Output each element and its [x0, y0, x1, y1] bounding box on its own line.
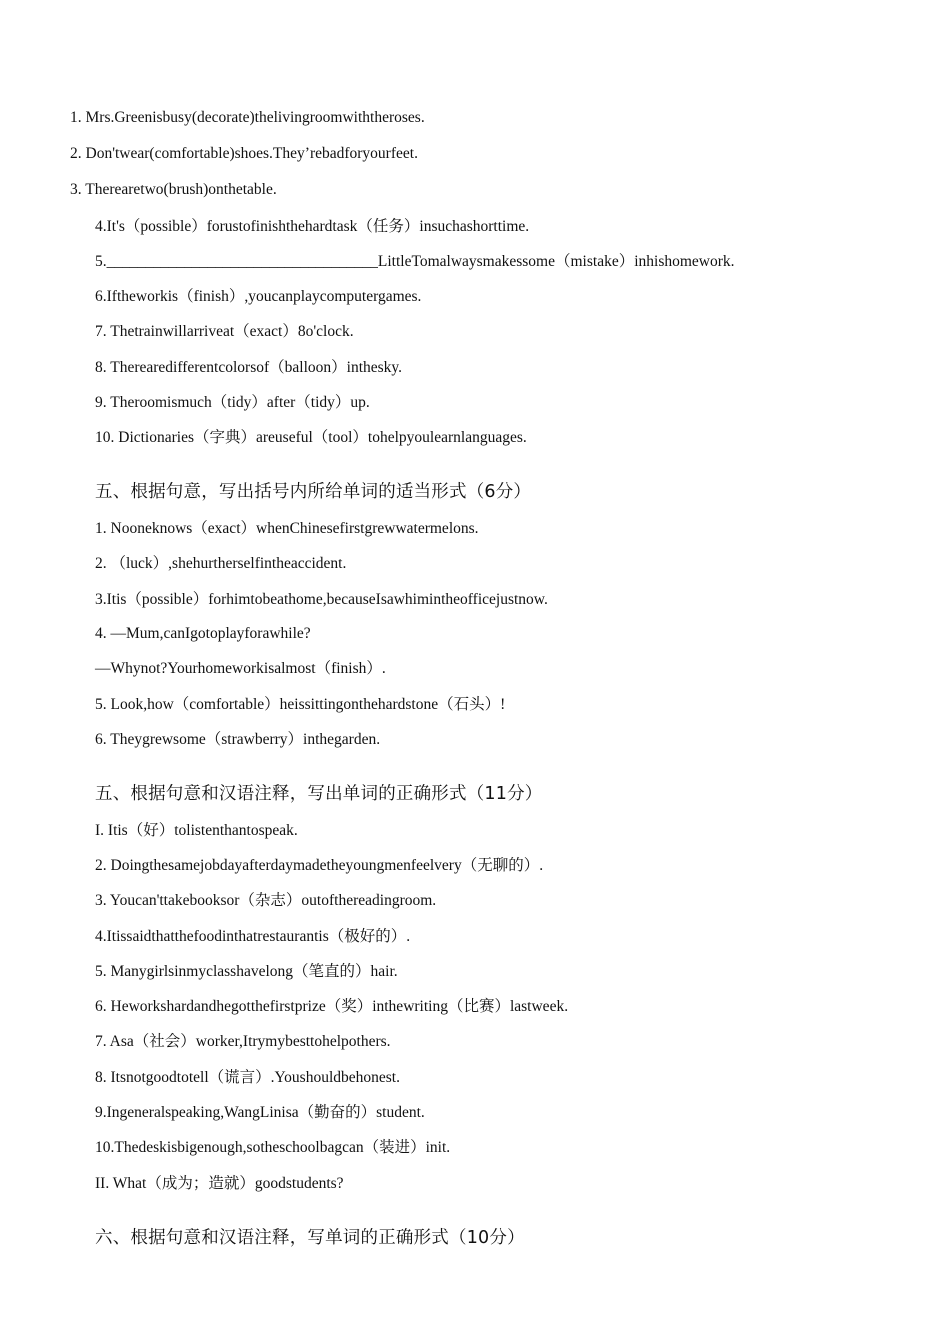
exercise-line: 8. Therearedifferentcolorsof（balloon）inthesky. — [95, 359, 403, 376]
exercise-line: 5. Look,how（comfortable）heissittingonthehardstone（石头）! — [95, 696, 506, 713]
exercise-line: 9. Theroomismuch（tidy）after（tidy）up. — [95, 394, 370, 411]
exercise-line: 2. Doingthesamejobdayafterdaymadetheyoungmenfeelvery（无聊的）. — [95, 857, 544, 874]
exercise-line: II. What（成为；造就）goodstudents? — [95, 1175, 344, 1192]
exercise-line: 5. Manygirlsinmyclasshavelong（笔直的）hair. — [95, 963, 398, 980]
exercise-line: 7. Thetrainwillarriveat（exact）8o'clock. — [95, 323, 354, 340]
section-heading: 五、根据句意和汉语注释，写出单词的正确形式（11分） — [95, 784, 543, 804]
exercise-line: 6. Theygrewsome（strawberry）inthegarden. — [95, 731, 381, 748]
exercise-line: 10. Dictionaries（字典）areuseful（tool）tohelpyoulearnlanguages. — [95, 429, 527, 446]
exercise-line: —Whynot?Yourhomeworkisalmost（finish）. — [95, 660, 386, 677]
exercise-line: 1. Mrs.Greenisbusy(decorate)thelivingroomwiththeroses. — [70, 109, 425, 126]
exercise-line: 9.Ingeneralspeaking,WangLinisa（勤奋的）student. — [95, 1104, 425, 1121]
section-heading: 五、根据句意，写出括号内所给单词的适当形式（6分） — [95, 482, 532, 502]
exercise-line: 3.Itis（possible）forhimtobeathome,becauseIsawhimintheofficejustnow. — [95, 591, 548, 608]
exercise-line: 10.Thedeskisbigenough,sotheschoolbagcan（装进）init. — [95, 1139, 451, 1156]
exercise-line: 2. Don'twear(comfortable)shoes.They’rebadforyourfeet. — [70, 145, 418, 162]
exercise-line: 6. Heworkshardandhegotthefirstprize（奖）inthewriting（比赛）lastweek. — [95, 998, 569, 1015]
section-heading: 六、根据句意和汉语注释，写单词的正确形式（10分） — [95, 1228, 525, 1248]
exercise-line: 8. Itsnotgoodtotell（谎言）.Youshouldbehonest. — [95, 1069, 400, 1086]
exercise-line: 1. Nooneknows（exact）whenChinesefirstgrewwatermelons. — [95, 520, 479, 537]
exercise-line: 3. Youcan'ttakebooksor（杂志）outofthereadingroom. — [95, 892, 437, 909]
exercise-line: 4.It's（possible）forustofinishthehardtask（任务）insuchashorttime. — [95, 218, 530, 235]
exercise-line: 5.___________________________________LittleTomalwaysmakessome（mistake）inhishomework. — [95, 253, 735, 270]
exercise-line: 4.Itissaidthatthefoodinthatrestaurantis（极好的）. — [95, 928, 411, 945]
exercise-line: 2. （luck）,shehurtherselfintheaccident. — [95, 555, 347, 572]
exercise-line: 7. Asa（社会）worker,Itrymybesttohelpothers. — [95, 1033, 391, 1050]
exercise-line: 3. Therearetwo(brush)onthetable. — [70, 181, 277, 198]
exercise-line: 6.Iftheworkis（finish）,youcanplaycomputergames. — [95, 288, 422, 305]
exercise-line: 4. —Mum,canIgotoplayforawhile? — [95, 625, 311, 642]
exercise-line: I. Itis（好）tolistenthantospeak. — [95, 822, 298, 839]
